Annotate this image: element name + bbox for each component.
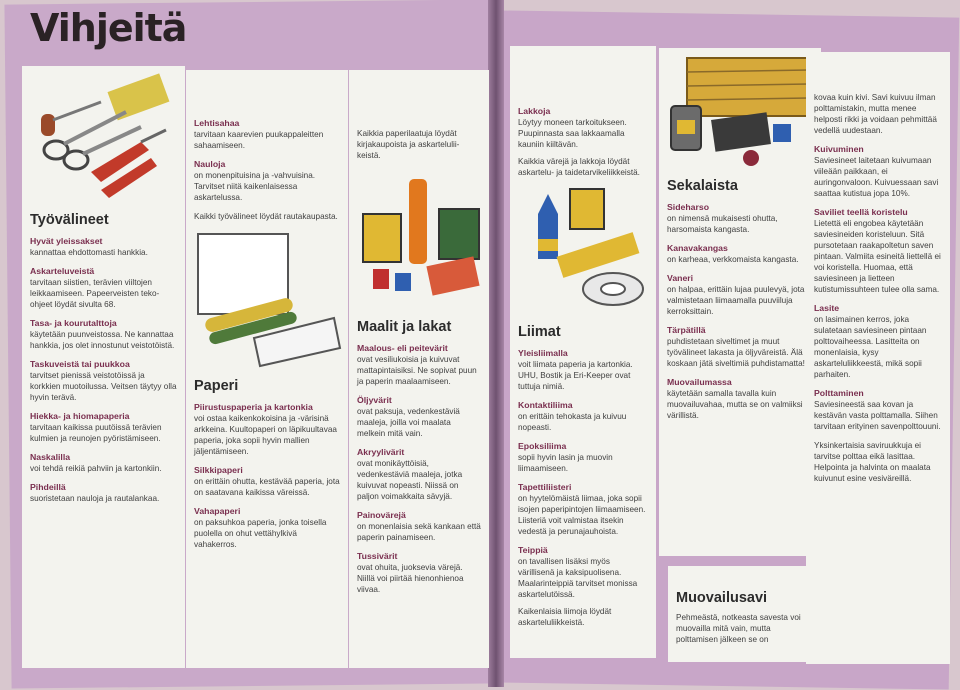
term: Pihdeillä [30, 482, 66, 492]
column-clay [806, 52, 950, 664]
term-text: tarvitaan kaikissa puutöissä terävien kulmien ja reunojen pyöristämiseen. [30, 423, 162, 443]
term-text: suoristetaan nauloja ja rautalankaa. [30, 494, 160, 503]
term-text: on karheaa, verkkomaista kangasta. [667, 255, 799, 264]
term-text: on lasimainen kerros, joka sulatetaan saviesineen pintaan polttovaiheessa. Lasitteita on monenlaisia, kysy askarteluliikkeestä, mikä sopii parhaiten. [814, 315, 927, 379]
term: Tärpätillä [667, 325, 706, 335]
term: Öljyvärit [357, 395, 392, 405]
term: Epoksiliima [518, 441, 567, 451]
paints-illustration [357, 169, 487, 309]
term-text: voi ostaa kaikenkokoisina ja -värisinä arkkeina. Kuultopaperi on läpikuultavaa paperia, joka sopii hyvin mallien jäljentämiseen. [194, 414, 337, 456]
column-paper [186, 70, 348, 668]
term: Tussivärit [357, 551, 398, 561]
term-text: sopii hyvin lasin ja muovin liimaamiseen. [518, 453, 613, 473]
section-heading-clay: Muovailusavi [676, 590, 768, 606]
term-text: tarvitaan siistien, terävien viiltojen leikkaamiseen. Papeerveisten teko-ohjeet löydät sivulta 68. [30, 278, 160, 309]
term: Saviliet teellä koristelu [814, 207, 908, 217]
term-text: tarvitaan kaarevien puukappaleitten sahaamiseen. [194, 130, 324, 150]
term-text: on nimensä mukaisesti ohutta, harsomaista kangasta. [667, 214, 778, 234]
term-text: on monenlaisia sekä kankaan että paperin painamiseen. [357, 522, 481, 542]
term-text: Kaikkia värejä ja lakkoja löydät askartelu- ja taidetarvikeliikkeistä. [518, 157, 640, 177]
term-text: voi tehdä reikiä pahviin ja kartonkiin. [30, 464, 162, 473]
term-text: Lietettä eli engobea käytetään saviesineiden koristeluun. Sitä pursotetaan raakapoltetun saven pintaan. Valmiita esineitä liettellä ei voi koristella. Huomaa, että saviesineen ja lietteen kutistumissuhteen tulee olla sama. [814, 219, 941, 294]
term: Hiekka- ja hiomapaperia [30, 411, 130, 421]
term-text: on erittäin ohutta, kestävää paperia, jota on saatavana kaikissa väreissä. [194, 477, 340, 497]
term-text: kannattaa ehdottomasti hankkia. [30, 248, 148, 257]
term: Nauloja [194, 159, 226, 169]
term: Lakkoja [518, 106, 551, 116]
term: Kontaktiliima [518, 400, 573, 410]
term-text: on halpaa, erittäin lujaa puulevyä, jota valmistetaan liimaamalla puuviiluja kerroksittain. [667, 285, 805, 316]
term: Hyvät yleissakset [30, 236, 103, 246]
term-text: on tavallisen lisäksi myös värillisenä ja kaksipuolisena. Maalarinteippiä tarvitset monissa askartelutöissä. [518, 557, 638, 599]
term: Yleisliimalla [518, 348, 568, 358]
term-text: voit liimata paperia ja kartonkia. UHU, Bostik ja Eri-Keeper ovat tuttuja nimiä. [518, 360, 633, 391]
term: Tasa- ja kourutalttoja [30, 318, 117, 328]
term-text: ovat vesiliukoisia ja kuivuvat mattapintaisiksi. Ne sopivat puun ja paperin maalaamiseen. [357, 355, 477, 386]
term: Maalous- eli peitevärit [357, 343, 448, 353]
section-heading-paper: Paperi [194, 378, 239, 394]
term-text: on monenpituisina ja -vahvuisina. Tarvitset niitä kaikenlaisessa askartelussa. [194, 171, 316, 202]
term-text: on erittäin tehokasta ja kuivuu nopeasti. [518, 412, 627, 432]
column-paints [349, 70, 489, 668]
term-text: Yksinkertaisia saviruukkuja ei tarvitse polttaa eikä lasittaa. Helpointa ja halvinta on maalata kuivunut esine vesiväreillä. [814, 441, 931, 483]
term: Sideharso [667, 202, 710, 212]
column-misc [659, 48, 821, 556]
term: Taskuveistä tai puukkoa [30, 359, 130, 369]
column-glues [510, 46, 656, 658]
term: Naskalilla [30, 452, 71, 462]
term-text: on hyytelömäistä liimaa, joka sopii isojen paperipintojen liimaamiseen. Liisteriä voit valmistaa itsekin vedestä ja perunajauhoista. [518, 494, 646, 536]
term-text: käytetään puunveistossa. Ne kannattaa hankkia, jos olet innostunut veistotöistä. [30, 330, 175, 350]
term: Kuivuminen [814, 144, 864, 154]
term: Askarteluveistä [30, 266, 95, 276]
term: Painovärejä [357, 510, 406, 520]
term: Polttaminen [814, 388, 864, 398]
paper-illustration [194, 228, 344, 368]
intro-text: Kaikkia paperilaatuja löydät kirjakaupoista ja askartelulii-keistä. [357, 129, 460, 160]
term: Lasite [814, 303, 840, 313]
term: Tapettiliisteri [518, 482, 572, 492]
term: Silkkipaperi [194, 465, 243, 475]
term-text: Kaikenlaisia liimoja löydät askarteluliikkeistä. [518, 607, 612, 627]
book-gutter [488, 0, 504, 687]
intro-text: kovaa kuin kivi. Savi kuivuu ilman polttamistakin, mutta menee helposti rikki ja voidaan pehmittää vedellä uudestaan. [814, 93, 937, 135]
term-text: Pehmeästä, notkeasta savesta voi muovailla mitä vain, mutta polttamisen jälkeen se on [676, 613, 801, 644]
section-heading-misc: Sekalaista [667, 178, 738, 194]
term-text: tarvitset pienissä veistotöissä ja korkkien muotoilussa. Veitsen täytyy olla hyvin terävä. [30, 371, 177, 402]
page-title: Vihjeitä [30, 6, 187, 50]
term: Muovailumassa [667, 377, 732, 387]
term: Teippiä [518, 545, 548, 555]
misc-illustration [667, 54, 817, 172]
term-text: käytetään samalla tavalla kuin muovailuvahaa, mutta se on valmiiksi värillistä. [667, 389, 803, 420]
term-text: puhdistetaan siveltimet ja muut työvälineet lakasta ja öljyväreistä. Älä koskaan jätä siveltimiä puhdistamatta! [667, 337, 805, 368]
term-text: Saviesineestä saa kovan ja kestävän vasta polttamalla. Siihen tarvitaan erityinen savenpolttouuni. [814, 400, 941, 431]
term-text: Löytyy moneen tarkoitukseen. Puupinnasta saa lakkaamalla kauniin kiiltävän. [518, 118, 627, 149]
term-text: Kaikki työvälineet löydät rautakaupasta. [194, 212, 338, 221]
section-heading-glues: Liimat [518, 324, 561, 340]
term: Piirustuspaperia ja kartonkia [194, 402, 313, 412]
term: Vaneri [667, 273, 694, 283]
term-text: ovat paksuja, vedenkestäviä maaleja, joilla voi maalata melkein mitä vain. [357, 407, 460, 438]
column-tools [22, 66, 185, 668]
glues-illustration [518, 184, 648, 314]
section-heading-paints: Maalit ja lakat [357, 319, 452, 335]
modelling-clay-box [668, 566, 820, 662]
term: Akryylivärit [357, 447, 405, 457]
term-text: ovat monikäyttöisiä, vedenkestäviä maaleja, jotka kuivuvat nopeasti. Niissä on paljon voimakkaita sävyjä. [357, 459, 463, 501]
term: Lehtisahaa [194, 118, 240, 128]
term: Vahapaperi [194, 506, 241, 516]
term: Kanavakangas [667, 243, 728, 253]
term-text: Saviesineet laitetaan kuivumaan viileään paikkaan, ei auringonvaloon. Kuivuessaan savi saattaa kutistua jopa 10%. [814, 156, 939, 198]
tools-illustration [31, 72, 176, 212]
section-heading-tools: Työvälineet [30, 212, 109, 228]
term-text: on paksuhkoa paperia, jonka toisella puolella on ohut vettähylkivä vahakerros. [194, 518, 327, 549]
term-text: ovat ohuita, juoksevia värejä. Niillä voi piirtää hienonhienoa viivaa. [357, 563, 464, 594]
